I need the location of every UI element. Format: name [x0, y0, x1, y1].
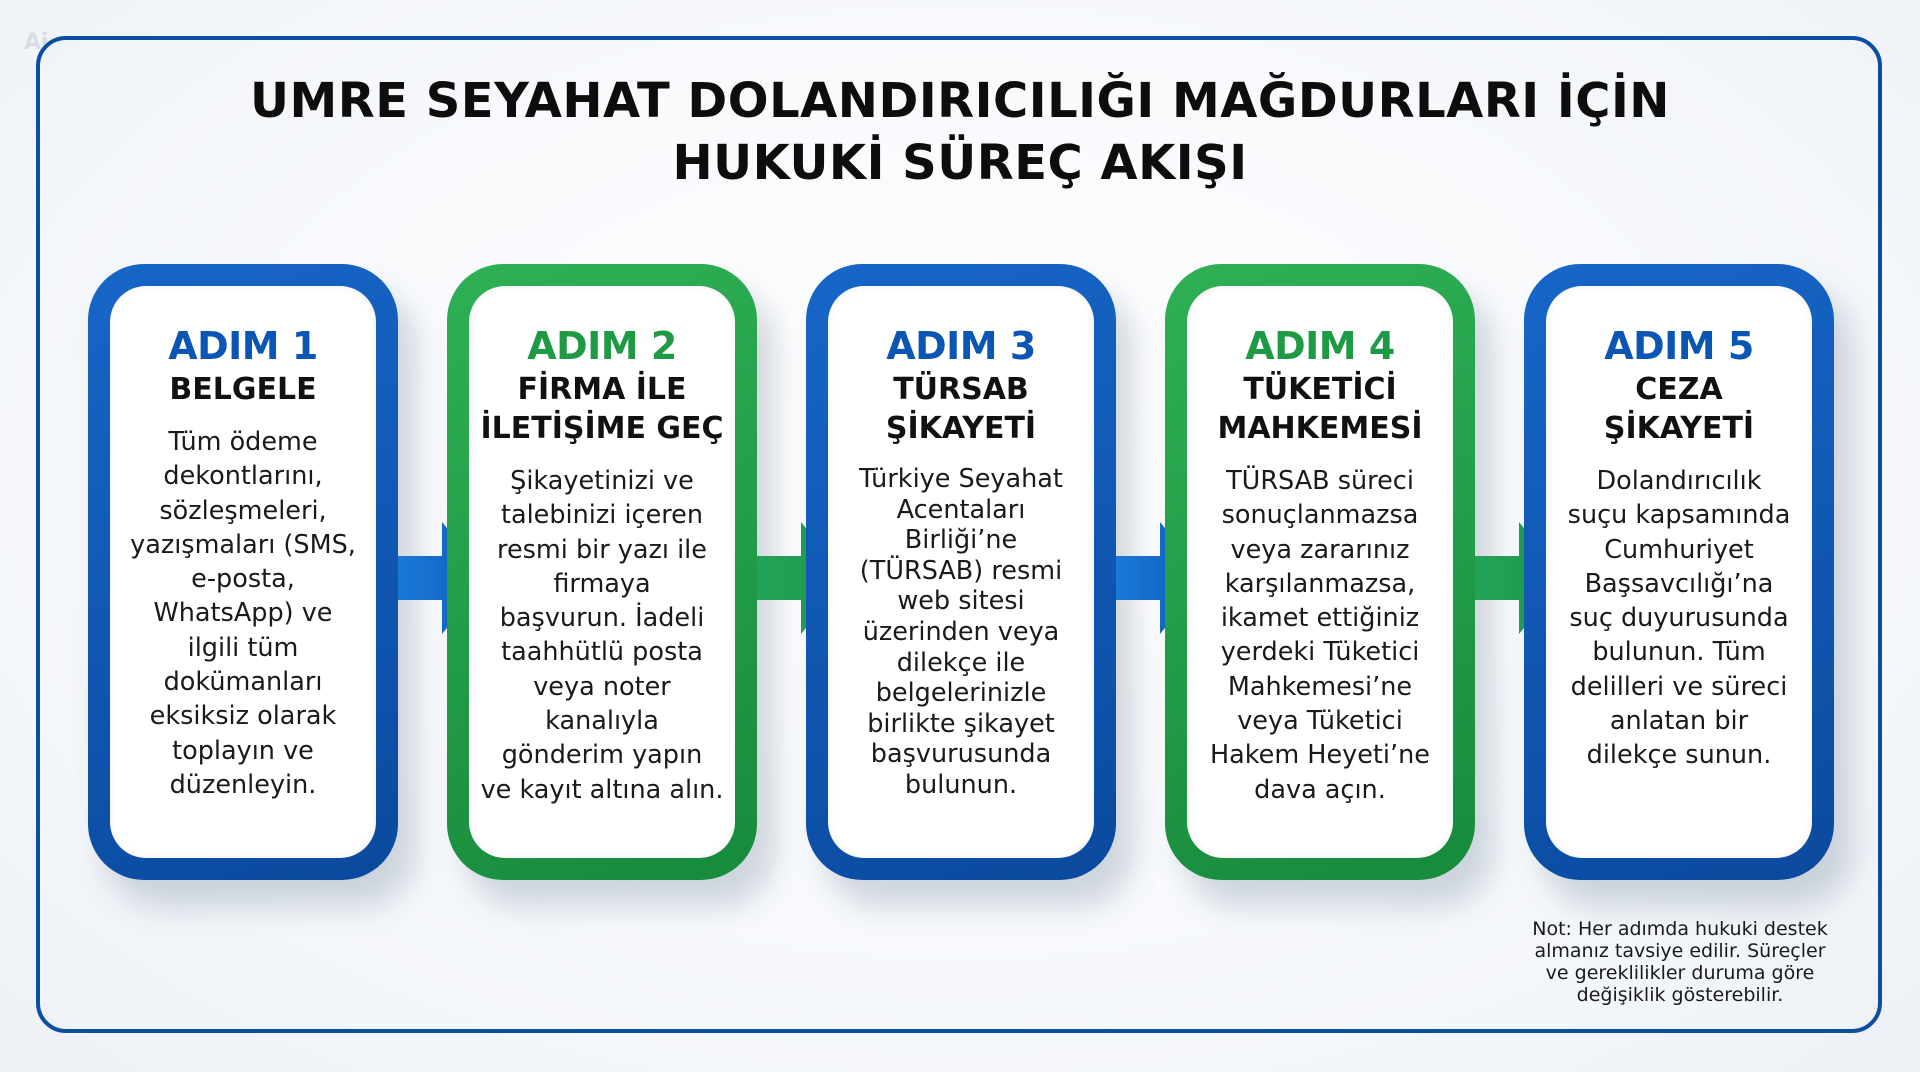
step-title: CEZA ŞİKAYETİ — [1603, 372, 1755, 446]
footnote: Not: Her adımda hukuki destek almanız tavsiye edilir. Süreçler ve gereklilikler duruma göre değişiklik gösterebilir. — [1532, 918, 1828, 1006]
step-description: Türkiye Seyahat Acentaları Birliği’ne (TÜRSAB) resmi web sitesi üzerinden veya dilekçe ile belgelerinizle birlikte şikayet başvurusunda bulunun. — [859, 464, 1063, 800]
step-card-5-body — [1546, 286, 1812, 858]
step-card-2 — [447, 264, 757, 880]
step-number: ADIM 3 — [886, 324, 1036, 368]
step-card-3 — [806, 264, 1116, 880]
step-card-5 — [1524, 264, 1834, 880]
step-number: ADIM 5 — [1604, 324, 1754, 368]
step-number: ADIM 1 — [168, 324, 318, 368]
step-description: Dolandırıcılık suçu kapsamında Cumhuriyet Başsavcılığı’na suç duyurusunda bulunun. Tüm delilleri ve süreci anlatan bir dilekçe sunun. — [1567, 466, 1791, 771]
step-card-3-body — [828, 286, 1094, 858]
step-number: ADIM 4 — [1245, 324, 1395, 368]
step-card-2-body — [469, 286, 735, 858]
page-title — [0, 70, 1920, 194]
title-line-2: HUKUKİ SÜREÇ AKIŞI — [672, 135, 1248, 191]
step-card-1 — [88, 264, 398, 880]
step-description: Tüm ödeme dekontlarını, sözleşmeleri, yazışmaları (SMS, e-posta, WhatsApp) ve ilgili tüm dokümanları eksiksiz olarak toplayın ve düzenleyin. — [130, 427, 356, 800]
step-card-4-body — [1187, 286, 1453, 858]
step-title: TÜKETİCİ MAHKEMESİ — [1217, 372, 1423, 446]
step-title: BELGELE — [169, 372, 317, 407]
step-title: FİRMA İLE İLETİŞİME GEÇ — [480, 372, 724, 446]
step-description: Şikayetinizi ve talebinizi içeren resmi bir yazı ile firmaya başvurun. İadeli taahhütlü posta veya noter kanalıyla gönderim yapın ve kayıt altına alın. — [480, 466, 724, 805]
step-description: TÜRSAB süreci sonuçlanmazsa veya zararınız karşılanmazsa, ikamet ettiğiniz yerdeki Tüketici Mahkemesi’ne veya Tüketici Hakem Heyeti’ne dava açın. — [1210, 466, 1430, 805]
step-card-4 — [1165, 264, 1475, 880]
watermark-logo: Ai — [24, 30, 49, 55]
step-number: ADIM 2 — [527, 324, 677, 368]
step-title: TÜRSAB ŞİKAYETİ — [885, 372, 1037, 446]
title-line-1: UMRE SEYAHAT DOLANDIRICILIĞI MAĞDURLARI İÇİN — [250, 73, 1670, 129]
step-card-1-body — [110, 286, 376, 858]
